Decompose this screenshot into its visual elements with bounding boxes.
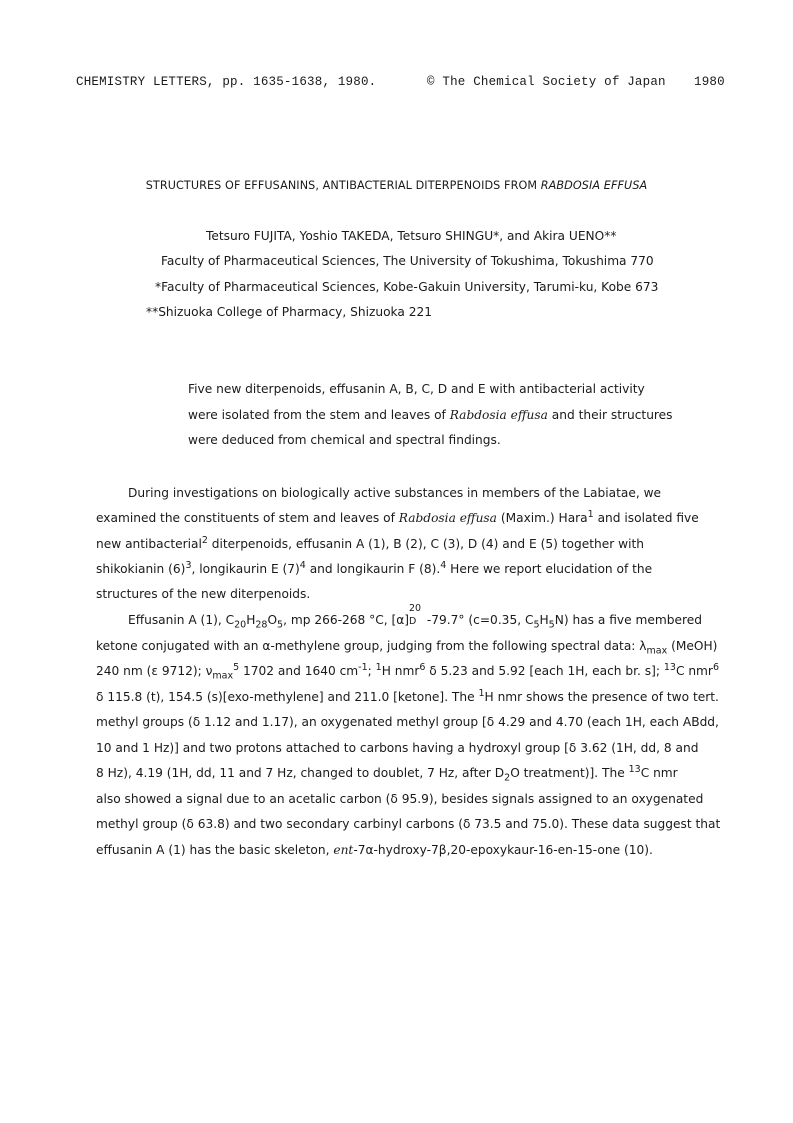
italic-prefix: ent: [333, 843, 354, 857]
body-line: During investigations on biologically active substances in members of the Labiatae, we: [128, 486, 662, 500]
body-line: 240 nm (ε 9712); $\nu_{max}^5$ 1702 and 1640 $cm^{-1}$; $^1$H nmr$^6$ δ 5.23 and 5.92 [each 1H, each br. s]; $^{13}$C nmr$^6$: [96, 661, 719, 682]
species-name: Rabdosia effusa: [449, 408, 548, 422]
body-line: 8 Hz), 4.19 (1H, dd, 11 and 7 Hz, changed to doublet, 7 Hz, after $D_2O$ treatment)]. The $^{13}$C nmr: [96, 763, 678, 784]
title-species: RABDOSIA EFFUSA: [540, 179, 648, 192]
body-line: ketone conjugated with an α-methylene group, judging from the following spectral data: $\lambda_{max}$ (MeOH): [96, 639, 718, 657]
affiliation-1: Faculty of Pharmaceutical Sciences, The University of Tokushima, Tokushima 770: [161, 254, 654, 268]
citation-header: CHEMISTRY LETTERS, pp. 1635-1638, 1980.: [76, 75, 377, 89]
abstract-line: Five new diterpenoids, effusanin A, B, C, D and E with antibacterial activity: [188, 382, 645, 396]
body-line: structures of the new diterpenoids.: [96, 587, 311, 601]
copyright-notice: © The Chemical Society of Japan: [427, 75, 666, 89]
species-name: Rabdosia effusa: [398, 511, 497, 525]
author-list: Tetsuro FUJITA, Yoshio TAKEDA, Tetsuro SHINGU*, and Akira UENO**: [206, 229, 617, 243]
header-year: 1980: [694, 75, 725, 89]
body-line: shikokianin $(6)^3$, longikaurin E $(7)^4$ and longikaurin F (8).$^4$ Here we report elucidation of the: [96, 559, 653, 576]
abstract-line: were isolated from the stem and leaves of Rabdosia effusa and their structures: [188, 408, 673, 422]
affiliation-2: *Faculty of Pharmaceutical Sciences, Kobe-Gakuin University, Tarumi-ku, Kobe 673: [155, 280, 659, 294]
reference-marker: 3: [185, 559, 192, 571]
body-line: methyl group (δ 63.8) and two secondary carbinyl carbons (δ 73.5 and 75.0). These data suggest that: [96, 817, 721, 831]
paper-title: [0, 179, 793, 192]
reference-marker: 2: [201, 534, 208, 546]
body-line: also showed a signal due to an acetalic carbon (δ 95.9), besides signals assigned to an oxygenated: [96, 792, 704, 806]
title-text: STRUCTURES OF EFFUSANINS, ANTIBACTERIAL DITERPENOIDS FROM: [145, 179, 541, 192]
reference-marker: 4: [440, 559, 447, 571]
reference-marker: 1: [587, 508, 594, 520]
affiliation-3: **Shizuoka College of Pharmacy, Shizuoka 221: [146, 305, 432, 319]
body-line: methyl groups (δ 1.12 and 1.17), an oxygenated methyl group [δ 4.29 and 4.70 (each 1H, each ABdd,: [96, 715, 719, 729]
body-line: examined the constituents of stem and leaves of Rabdosia effusa (Maxim.) Hara$^1$ and isolated five: [96, 508, 699, 525]
body-line: Effusanin A (1), $C_{20}H_{28}O_5$, mp 266-268 °C, [α] 20 D -79.7° (c=0.35, $C_5H_5N$) has a five membered: [128, 603, 702, 631]
abstract-line: were deduced from chemical and spectral findings.: [188, 433, 501, 447]
body-line: new antibacterial$^2$ diterpenoids, effusanin A (1), B (2), C (3), D (4) and E (5) together with: [96, 534, 644, 551]
body-line: effusanin A (1) has the basic skeleton, ent-7α-hydroxy-7β,20-epoxykaur-16-en-15-one (10).: [96, 843, 653, 857]
reference-marker: 4: [299, 559, 306, 571]
body-line: 10 and 1 Hz)] and two protons attached to carbons having a hydroxyl group [δ 3.62 (1H, dd, 8 and: [96, 741, 699, 755]
body-line: δ 115.8 (t), 154.5 (s)[exo-methylene] and 211.0 [ketone]. The $^1$H nmr shows the presence of two tert.: [96, 687, 719, 704]
